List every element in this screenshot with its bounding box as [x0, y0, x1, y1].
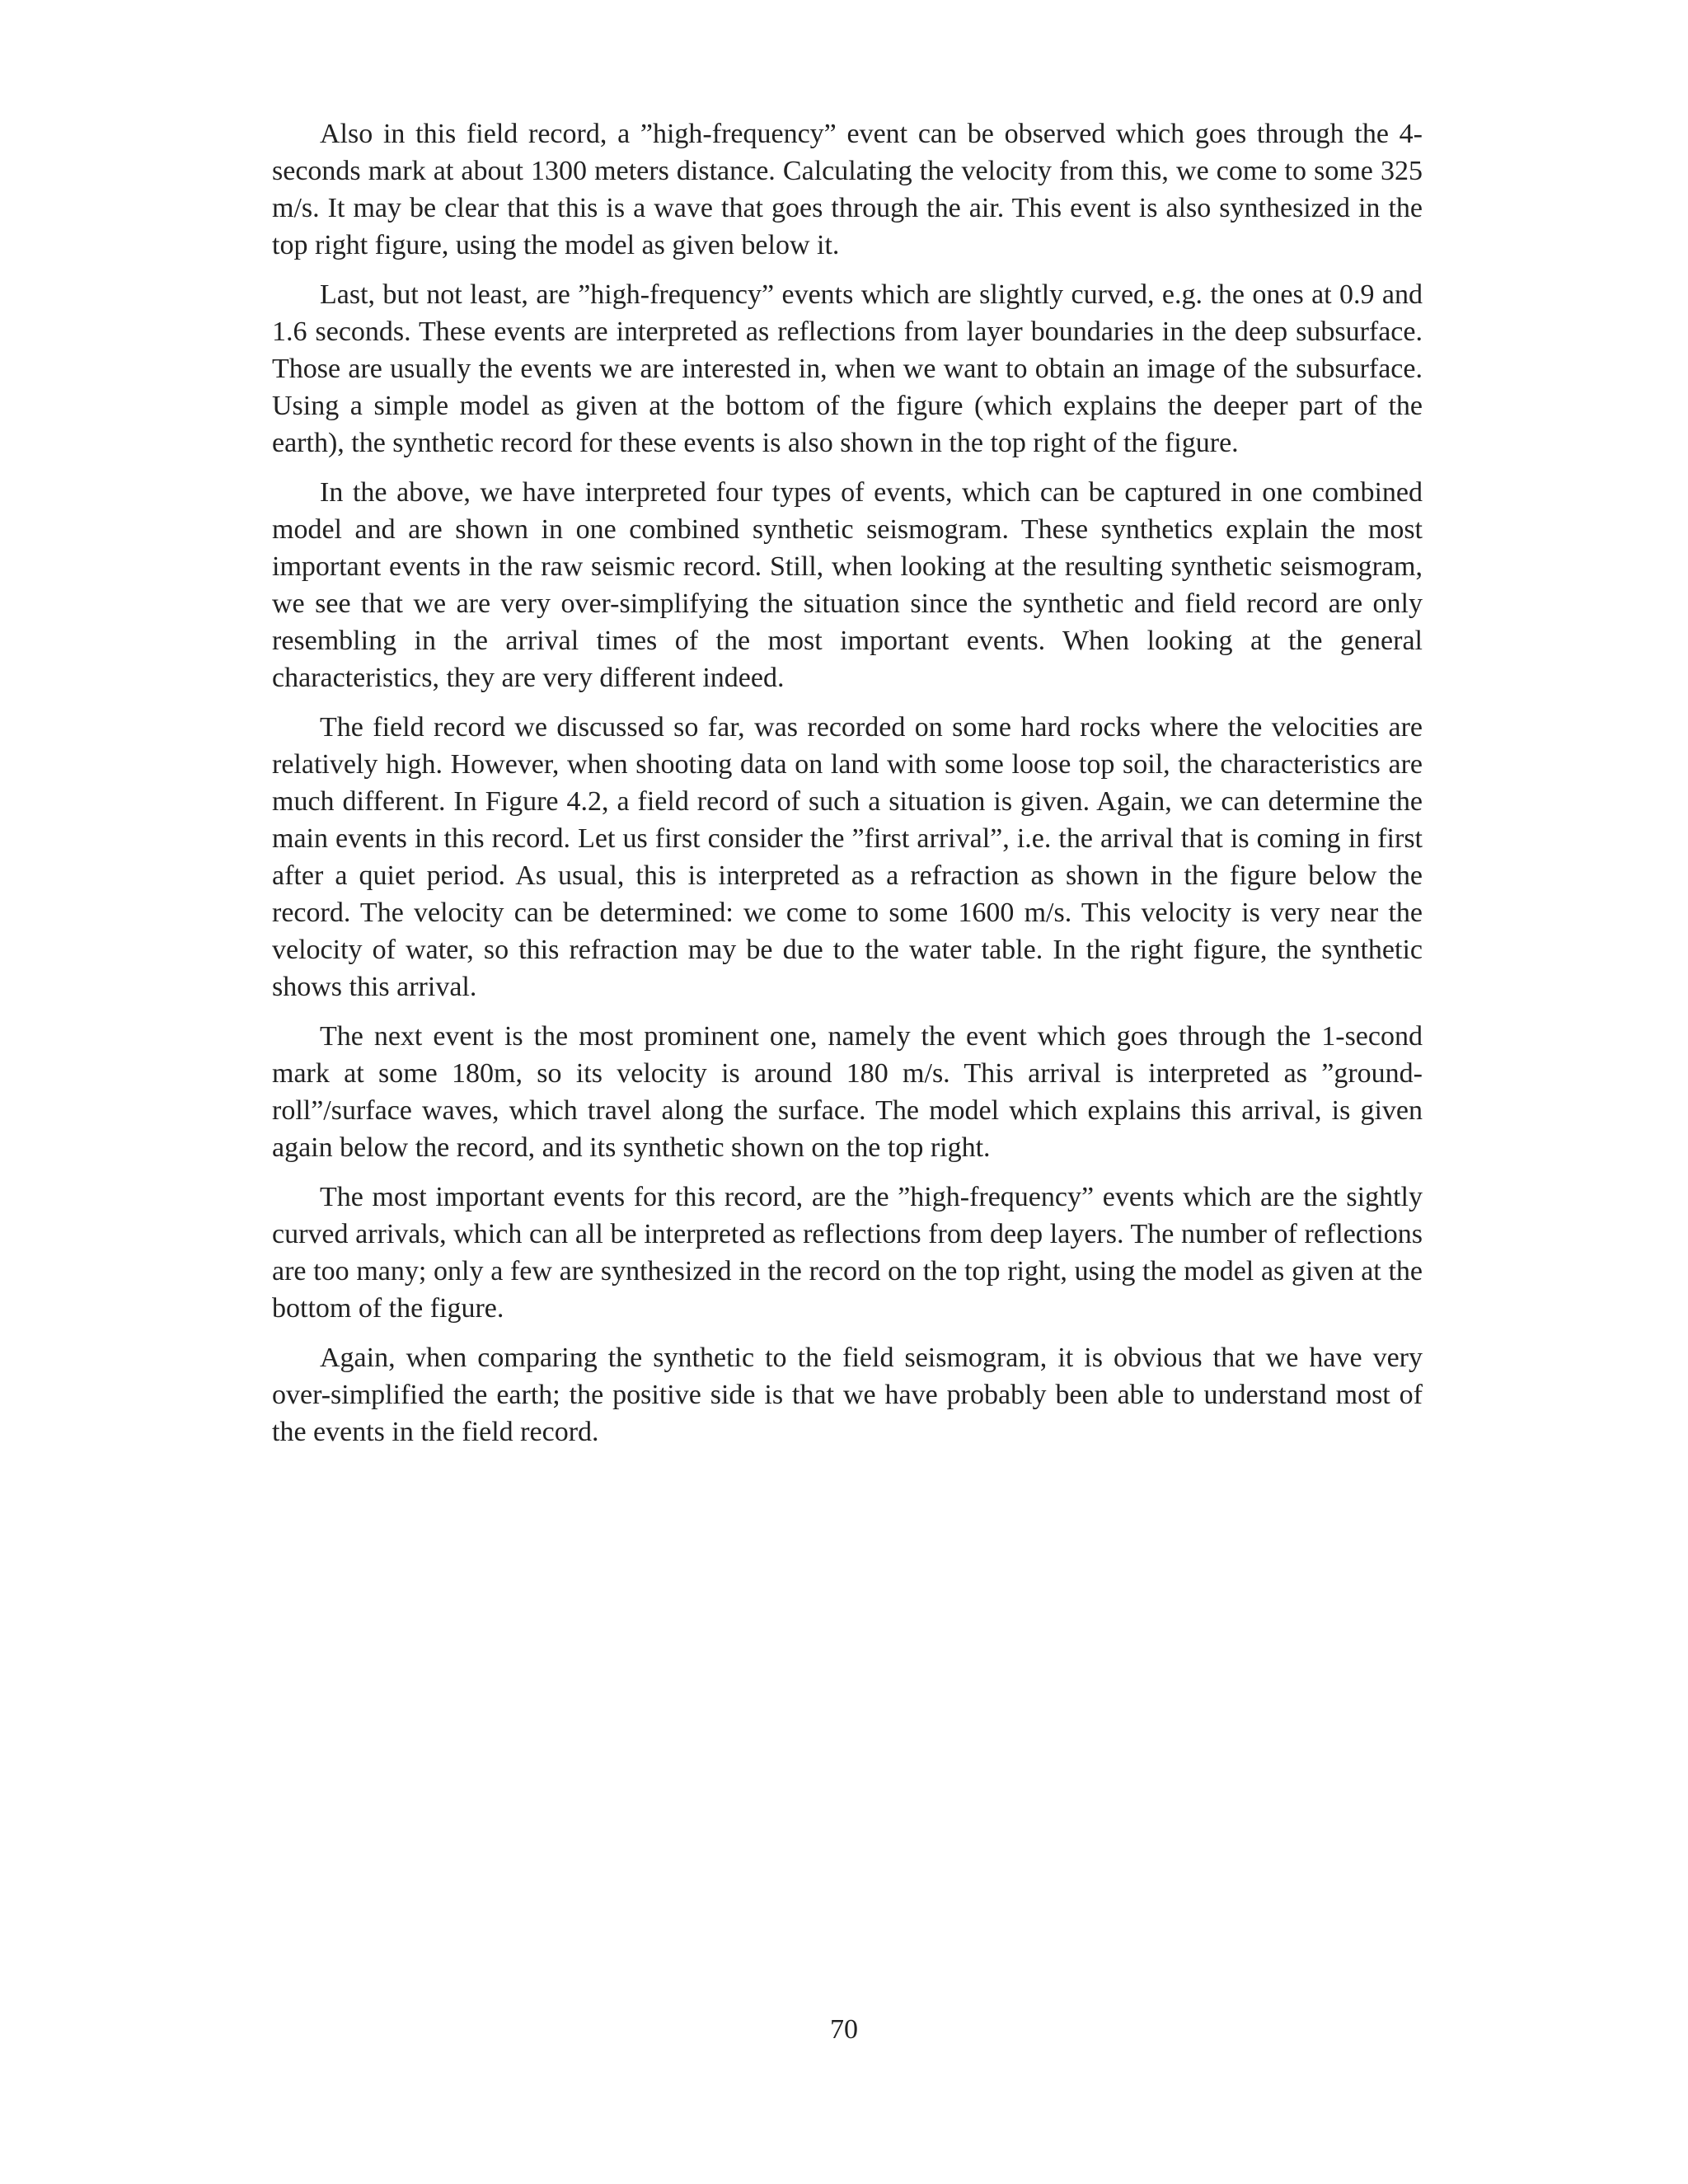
page-number: 70	[830, 2014, 858, 2045]
paragraph-conclusion: Again, when comparing the synthetic to the field seismogram, it is obvious that we have very over-simplified the earth; the positive side is that we have probably been able to understand most of the events in the field record.	[272, 1343, 1423, 1447]
paragraph-deep-reflections: The most important events for this record, are the ”high-frequency” events which are the sightly curved arrivals, which can all be interpreted as reflections from deep layers. The number of reflections are too many; only a few are synthesized in the record on the top right, using the model as given at the bottom of the figure.	[272, 1182, 1423, 1324]
paragraph-combined-model: In the above, we have interpreted four types of events, which can be captured in one combined model and are shown in one combined synthetic seismogram. These synthetics explain the most important events in the raw seismic record. Still, when looking at the resulting synthetic seismogram, we see that we are very over-simplifying the situation since the synthetic and field record are only resembling in the arrival times of the most important events. When looking at the general characteristics, they are very different indeed.	[272, 477, 1423, 693]
paragraph-ground-roll: The next event is the most prominent one, namely the event which goes through the 1-second mark at some 180m, so its velocity is around 180 m/s. This arrival is interpreted as ”ground-roll”/surface waves, which travel along the surface. The model which explains this arrival, is given again below the record, and its synthetic shown on the top right.	[272, 1021, 1423, 1163]
paragraph-reflections: Last, but not least, are ”high-frequency” events which are slightly curved, e.g. the ones at 0.9 and 1.6 seconds. These events are interpreted as reflections from layer boundaries in the deep subsurface. Those are usually the events we are interested in, when we want to obtain an image of the subsurface. Using a simple model as given at the bottom of the figure (which explains the deeper part of the earth), the synthetic record for these events is also shown in the top right of the figure.	[272, 279, 1423, 458]
body-text	[272, 115, 1423, 1463]
paragraph-loose-soil-record: The field record we discussed so far, was recorded on some hard rocks where the velocities are relatively high. However, when shooting data on land with some loose top soil, the characteristics are much different. In Figure 4.2, a field record of such a situation is given. Again, we can determine the main events in this record. Let us first consider the ”first arrival”, i.e. the arrival that is coming in first after a quiet period. As usual, this is interpreted as a refraction as shown in the figure below the record. The velocity can be determined: we come to some 1600 m/s. This velocity is very near the velocity of water, so this refraction may be due to the water table. In the right figure, the synthetic shows this arrival.	[272, 712, 1423, 1002]
paragraph-air-wave: Also in this field record, a ”high-frequency” event can be observed which goes through the 4-seconds mark at about 1300 meters distance. Calculating the velocity from this, we come to some 325 m/s. It may be clear that this is a wave that goes through the air. This event is also synthesized in the top right figure, using the model as given below it.	[272, 119, 1423, 260]
